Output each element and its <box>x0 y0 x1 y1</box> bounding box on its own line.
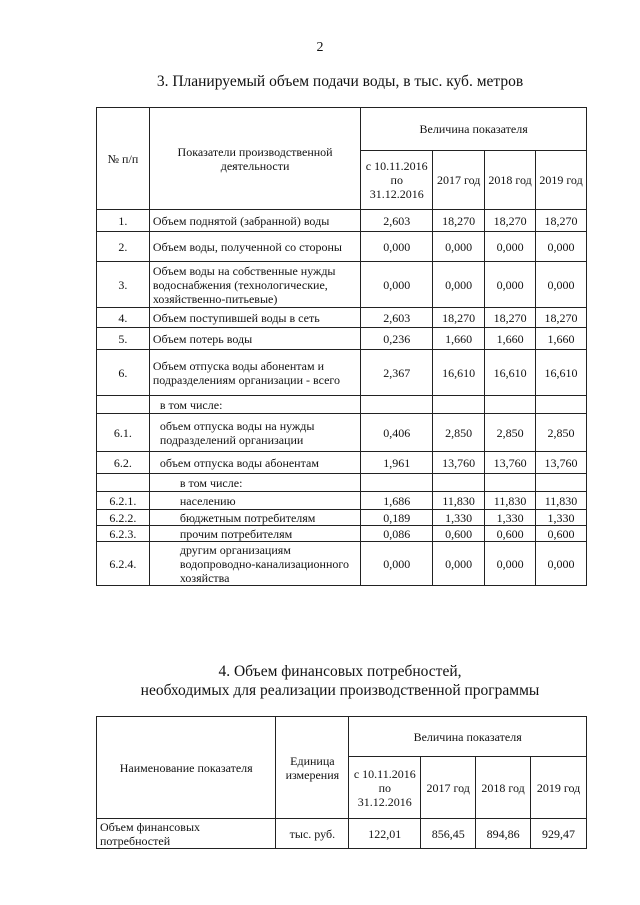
row-value: 1,660 <box>485 328 536 350</box>
row-value: 1,330 <box>433 510 485 526</box>
row-value <box>361 396 433 414</box>
row-value: 13,760 <box>433 452 485 474</box>
row-value: 0,000 <box>361 262 433 308</box>
row-label: населению <box>149 492 360 510</box>
water-supply-table <box>96 107 587 586</box>
row-number: 4. <box>97 308 150 328</box>
row-value: 1,686 <box>361 492 433 510</box>
row-label: объем отпуска воды на нужды подразделений организации <box>149 414 360 452</box>
header-indicator: Показатели производственной деятельности <box>149 108 360 210</box>
row-number: 6.2.2. <box>97 510 150 526</box>
row-value <box>433 474 485 492</box>
row-value: 0,600 <box>536 526 587 542</box>
row-value: 929,47 <box>531 819 587 849</box>
header-period: 2018 год <box>485 151 536 210</box>
row-value: 2,850 <box>433 414 485 452</box>
row-label: Объем воды на собственные нужды водоснабжения (технологические, хозяйственно-питьевые) <box>149 262 360 308</box>
table-row <box>97 350 587 396</box>
row-value: 18,270 <box>433 210 485 232</box>
row-value: 16,610 <box>485 350 536 396</box>
header-period: 2019 год <box>531 757 587 819</box>
row-number <box>97 474 150 492</box>
section-4-title-line2: необходимых для реализации производственной программы <box>140 682 540 699</box>
row-value: 0,600 <box>433 526 485 542</box>
row-value: 11,830 <box>536 492 587 510</box>
row-value: 2,850 <box>485 414 536 452</box>
table-row <box>97 452 587 474</box>
row-value: 0,189 <box>361 510 433 526</box>
row-number <box>97 396 150 414</box>
row-label: Объем поднятой (забранной) воды <box>149 210 360 232</box>
row-value: 894,86 <box>476 819 531 849</box>
row-label: Объем финансовых потребностей <box>97 819 276 849</box>
header-name: Наименование показателя <box>97 717 276 819</box>
row-value: 0,600 <box>485 526 536 542</box>
row-value <box>485 396 536 414</box>
header-period: 2017 год <box>433 151 485 210</box>
row-number: 6.2.1. <box>97 492 150 510</box>
row-value: 0,000 <box>361 542 433 586</box>
row-number: 6. <box>97 350 150 396</box>
header-period: с 10.11.2016 по 31.12.2016 <box>361 151 433 210</box>
row-value: 18,270 <box>433 308 485 328</box>
row-value: 0,000 <box>485 232 536 262</box>
row-value: 13,760 <box>536 452 587 474</box>
row-value: 0,000 <box>536 232 587 262</box>
row-value: 0,000 <box>536 542 587 586</box>
row-number: 1. <box>97 210 150 232</box>
header-value: Величина показателя <box>349 717 587 757</box>
table-row <box>97 526 587 542</box>
row-value: 1,330 <box>536 510 587 526</box>
row-value: 0,086 <box>361 526 433 542</box>
row-value: 122,01 <box>349 819 421 849</box>
table-row <box>97 210 587 232</box>
row-value: 18,270 <box>536 308 587 328</box>
section-4-title-line1: 4. Объем финансовых потребностей, <box>218 663 462 680</box>
row-number: 6.2.4. <box>97 542 150 586</box>
row-value <box>536 396 587 414</box>
row-value: 18,270 <box>485 210 536 232</box>
row-value: 2,603 <box>361 210 433 232</box>
row-value: 0,000 <box>485 542 536 586</box>
header-period: с 10.11.2016 по 31.12.2016 <box>349 757 421 819</box>
row-value <box>361 474 433 492</box>
header-value: Величина показателя <box>361 108 587 151</box>
row-label: прочим потребителям <box>149 526 360 542</box>
row-value: 0,000 <box>433 262 485 308</box>
row-value: 13,760 <box>485 452 536 474</box>
row-number: 6.2. <box>97 452 150 474</box>
row-label: Объем потерь воды <box>149 328 360 350</box>
row-label: Объем отпуска воды абонентам и подразделениям организации - всего <box>149 350 360 396</box>
row-value: 11,830 <box>433 492 485 510</box>
header-period: 2019 год <box>536 151 587 210</box>
table-row <box>97 542 587 586</box>
table-row <box>97 308 587 328</box>
section-3-title: 3. Планируемый объем подачи воды, в тыс. куб. метров <box>156 73 524 90</box>
row-value: 0,000 <box>485 262 536 308</box>
row-value <box>536 474 587 492</box>
row-number: 5. <box>97 328 150 350</box>
row-value: 1,660 <box>433 328 485 350</box>
row-value: 1,660 <box>536 328 587 350</box>
row-value: 18,270 <box>536 210 587 232</box>
header-unit: Единица измерения <box>276 717 349 819</box>
table-row <box>97 819 587 849</box>
table-row <box>97 492 587 510</box>
row-value: 1,330 <box>485 510 536 526</box>
row-value: 0,000 <box>361 232 433 262</box>
row-value: 0,000 <box>536 262 587 308</box>
page-number: 2 <box>316 40 324 55</box>
row-value: 2,603 <box>361 308 433 328</box>
header-num: № п/п <box>97 108 150 210</box>
row-value <box>433 396 485 414</box>
row-label: Объем поступившей воды в сеть <box>149 308 360 328</box>
table-row <box>97 474 587 492</box>
table-row <box>97 510 587 526</box>
row-value: 18,270 <box>485 308 536 328</box>
header-period: 2018 год <box>476 757 531 819</box>
row-label: в том числе: <box>149 474 360 492</box>
table-row <box>97 414 587 452</box>
table-row <box>97 262 587 308</box>
row-value: 2,367 <box>361 350 433 396</box>
table-row <box>97 328 587 350</box>
row-value: 16,610 <box>433 350 485 396</box>
row-label: бюджетным потребителям <box>149 510 360 526</box>
row-value <box>485 474 536 492</box>
table-row <box>97 232 587 262</box>
row-value: 856,45 <box>421 819 476 849</box>
row-value: 0,406 <box>361 414 433 452</box>
row-number: 3. <box>97 262 150 308</box>
row-value: 0,000 <box>433 542 485 586</box>
row-value: 11,830 <box>485 492 536 510</box>
row-number: 6.1. <box>97 414 150 452</box>
row-unit: тыс. руб. <box>276 819 349 849</box>
table-row <box>97 396 587 414</box>
row-number: 6.2.3. <box>97 526 150 542</box>
row-value: 0,000 <box>433 232 485 262</box>
financial-needs-table <box>96 716 587 849</box>
row-value: 16,610 <box>536 350 587 396</box>
row-value: 1,961 <box>361 452 433 474</box>
row-label: в том числе: <box>149 396 360 414</box>
row-label: Объем воды, полученной со стороны <box>149 232 360 262</box>
row-value: 2,850 <box>536 414 587 452</box>
row-value: 0,236 <box>361 328 433 350</box>
row-label: другим организациям водопроводно-канализационного хозяйства <box>149 542 360 586</box>
header-period: 2017 год <box>421 757 476 819</box>
row-label: объем отпуска воды абонентам <box>149 452 360 474</box>
row-number: 2. <box>97 232 150 262</box>
